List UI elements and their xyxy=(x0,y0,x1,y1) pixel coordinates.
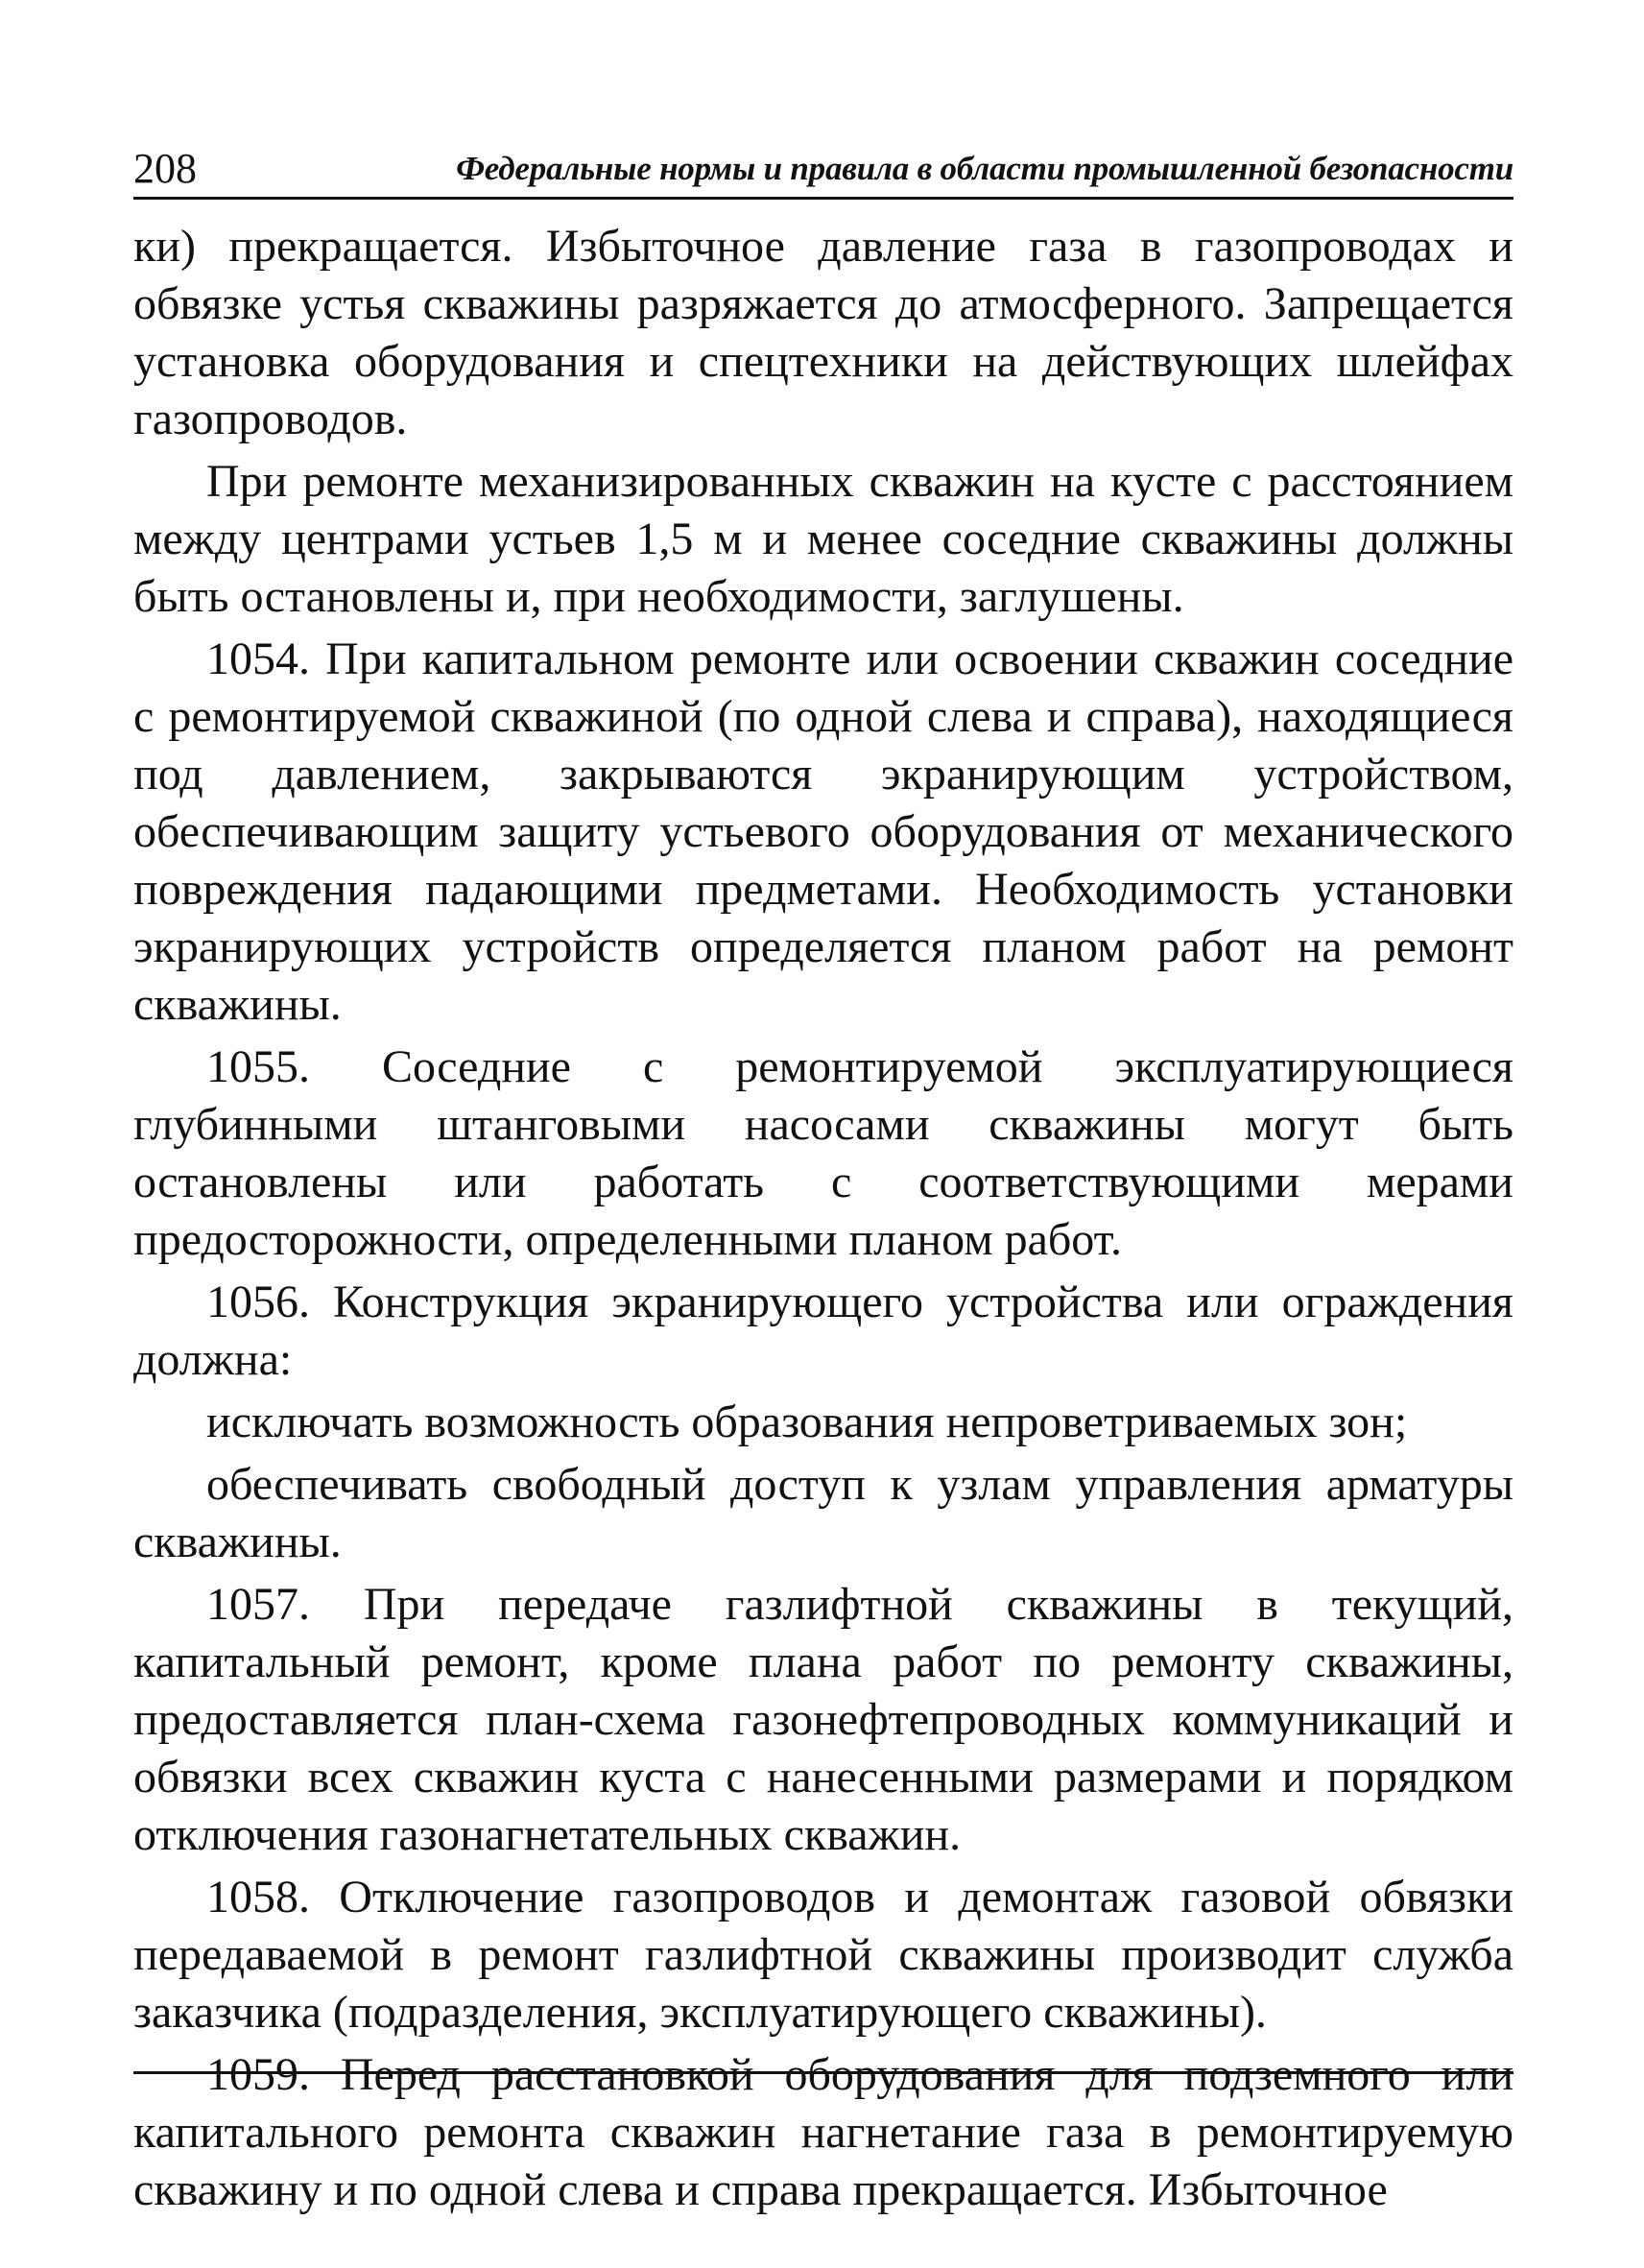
paragraph-1059: 1059. Перед расстановкой оборудования для подземного или капитального ремонта скважин нагнетание газа в ремонтируемую скважину и по одной слева и справа прекращается. Избыточное xyxy=(133,2049,1513,2215)
footer-rule xyxy=(133,2071,1513,2074)
body-text xyxy=(133,218,1513,2224)
running-title: Федеральные нормы и правила в области промышленной безопасности xyxy=(456,150,1513,187)
paragraph-1056-item-2: обеспечивать свободный доступ к узлам управления арматуры скважины. xyxy=(133,1459,1513,1567)
paragraph-1056-item-1: исключать возможность образования непроветриваемых зон; xyxy=(206,1397,1408,1447)
paragraph-1057: 1057. При передаче газлифтной скважины в текущий, капитальный ремонт, кроме плана работ по ремонту скважины, предоставляется план-схема газонефтепроводных коммуникаций и обвязки всех скважин куста с нанесенными размерами и порядком отключения газонагнетательных скважин. xyxy=(133,1579,1513,1860)
header-rule xyxy=(133,197,1513,200)
paragraph-1056: 1056. Конструкция экранирующего устройства или ограждения должна: xyxy=(133,1277,1513,1385)
paragraph-continuation: ки) прекращается. Избыточное давление газа в газопроводах и обвязке устья скважины разряжается до атмосферного. Запрещается установка оборудования и спецтехники на действующих шлейфах газопроводов. xyxy=(133,221,1513,444)
paragraph-1055: 1055. Соседние с ремонтируемой эксплуатирующиеся глубинными штанговыми насосами скважины могут быть остановлены или работать с соответствующими мерами предосторожности, определенными планом работ. xyxy=(133,1041,1513,1265)
paragraph-1058: 1058. Отключение газопроводов и демонтаж газовой обвязки передаваемой в ремонт газлифтной скважины производит служба заказчика (подразделения, эксплуатирующего скважины). xyxy=(133,1872,1513,2038)
page-header xyxy=(133,142,1513,196)
paragraph-1054: 1054. При капитальном ремонте или освоении скважин соседние с ремонтируемой скважиной (по одной слева и справа), находящиеся под давлением, закрываются экранирующим устройством, обеспечивающим защиту устьевого оборудования от механического повреждения падающими предметами. Необходимость установки экранирующих устройств определяется планом работ на ремонт скважины. xyxy=(133,633,1513,1030)
paragraph-mechanized-wells: При ремонте механизированных скважин на кусте с расстоянием между центрами устьев 1,5 м и менее соседние скважины должны быть остановлены и, при необходимости, заглушены. xyxy=(133,456,1513,622)
page-number: 208 xyxy=(133,145,197,192)
